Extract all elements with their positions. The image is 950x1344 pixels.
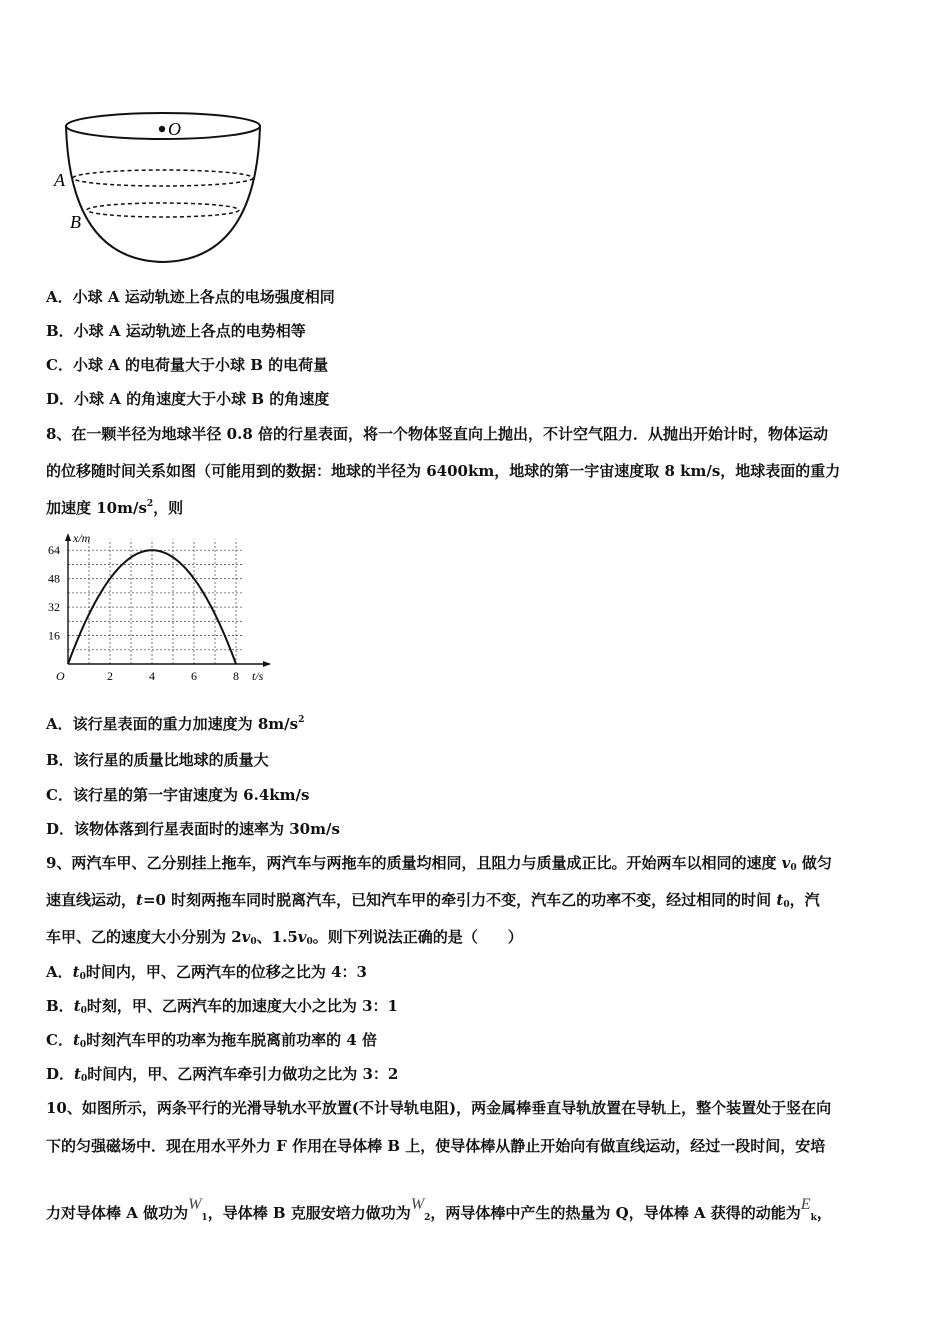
y-axis-arrow: [65, 533, 71, 541]
q10-stem-line2: 下的匀强磁场中．现在用水平外力 F 作用在导体棒 B 上，使导体棒从静止开始向有做直线运动，经过一段时间，安培: [46, 1137, 826, 1155]
x-tick-label: 6: [191, 669, 197, 683]
x-tick-label: 2: [107, 669, 113, 683]
q9-option-d: D．$t_0$时间内，甲、乙两汽车牵引力做功之比为 3：2: [46, 1065, 399, 1084]
q8-stem-line3: 加速度 $10m/s^2$，则: [46, 499, 184, 517]
chart-grid: [68, 540, 242, 664]
q9-stem-line2: 速直线运动，t=0 时刻两拖车同时脱离汽车，已知汽车甲的牵引力不变，汽车乙的功率不变，经过相同的时间 $t_0$，汽: [46, 891, 820, 910]
label-b: B: [70, 212, 81, 232]
chart-xlabel: t/s: [252, 669, 264, 683]
q7-option-a: A．小球 A 运动轨迹上各点的电场强度相同: [46, 288, 335, 306]
q7-option-d: D．小球 A 的角速度大于小球 B 的角速度: [46, 390, 330, 408]
q8-stem-line1: 8、在一颗半径为地球半径 0.8 倍的行星表面，将一个物体竖直向上抛出，不计空气阻力．从抛出开始计时，物体运动: [46, 425, 828, 443]
chart-origin: O: [56, 669, 65, 683]
y-tick-label: 16: [48, 628, 60, 643]
q10-stem-line1: 10、如图所示，两条平行的光滑导轨水平放置(不计导轨电阻)，两金属棒垂直导轨放置在导轨上，整个装置处于竖在向: [46, 1099, 832, 1117]
center-dot: [159, 126, 165, 132]
q8-option-c: C．该行星的第一宇宙速度为 6.4km/s: [46, 786, 310, 804]
q9-stem-line3: 车甲、乙的速度大小分别为 $2v_0$、$1.5v_0$。则下列说法正确的是（ ）: [46, 928, 523, 947]
chart-ylabel: x/m: [73, 531, 91, 545]
label-o: O: [168, 119, 181, 139]
y-tick-label: 64: [48, 543, 60, 558]
orbit-a: [73, 170, 253, 186]
q7-option-b: B．小球 A 运动轨迹上各点的电势相等: [46, 322, 306, 340]
q9-stem-line1: 9、两汽车甲、乙分别挂上拖车，两汽车与两拖车的质量均相同，且阻力与质量成正比。开始两车以相同的速度 $v_0$ 做匀: [46, 854, 832, 873]
xt-chart: [46, 530, 276, 690]
x-axis-arrow: [263, 661, 271, 667]
q10-stem-line3: 力对导体棒 A 做功为$W_1$，导体棒 B 克服安培力做功为$W_2$，两导体棒中产生的热量为 Q，导体棒 A 获得的动能为$E_k$，: [46, 1196, 832, 1223]
q8-option-a: A．该行星表面的重力加速度为 $8m/s^2$: [46, 715, 305, 733]
q9-option-b: B．$t_0$时刻，甲、乙两汽车的加速度大小之比为 3：1: [46, 997, 398, 1016]
q8-stem-line2: 的位移随时间关系如图（可能用到的数据：地球的半径为 6400km，地球的第一宇宙速度取 8 km/s，地球表面的重力: [46, 462, 841, 480]
bowl-figure: [48, 110, 268, 270]
x-tick-label: 4: [149, 669, 155, 683]
x-tick-label: 8: [233, 669, 239, 683]
label-a: A: [54, 170, 65, 190]
y-tick-label: 48: [48, 571, 60, 586]
q9-option-a: A．$t_0$时间内，甲、乙两汽车的位移之比为 4：3: [46, 963, 367, 982]
q8-option-b: B．该行星的质量比地球的质量大: [46, 751, 269, 769]
bowl-body: [66, 126, 260, 262]
q9-option-c: C．$t_0$时刻汽车甲的功率为拖车脱离前功率的 4 倍: [46, 1031, 378, 1050]
q7-option-c: C．小球 A 的电荷量大于小球 B 的电荷量: [46, 356, 329, 374]
orbit-b: [87, 203, 239, 217]
y-tick-label: 32: [48, 600, 60, 615]
q8-option-d: D．该物体落到行星表面时的速率为 30m/s: [46, 820, 340, 838]
